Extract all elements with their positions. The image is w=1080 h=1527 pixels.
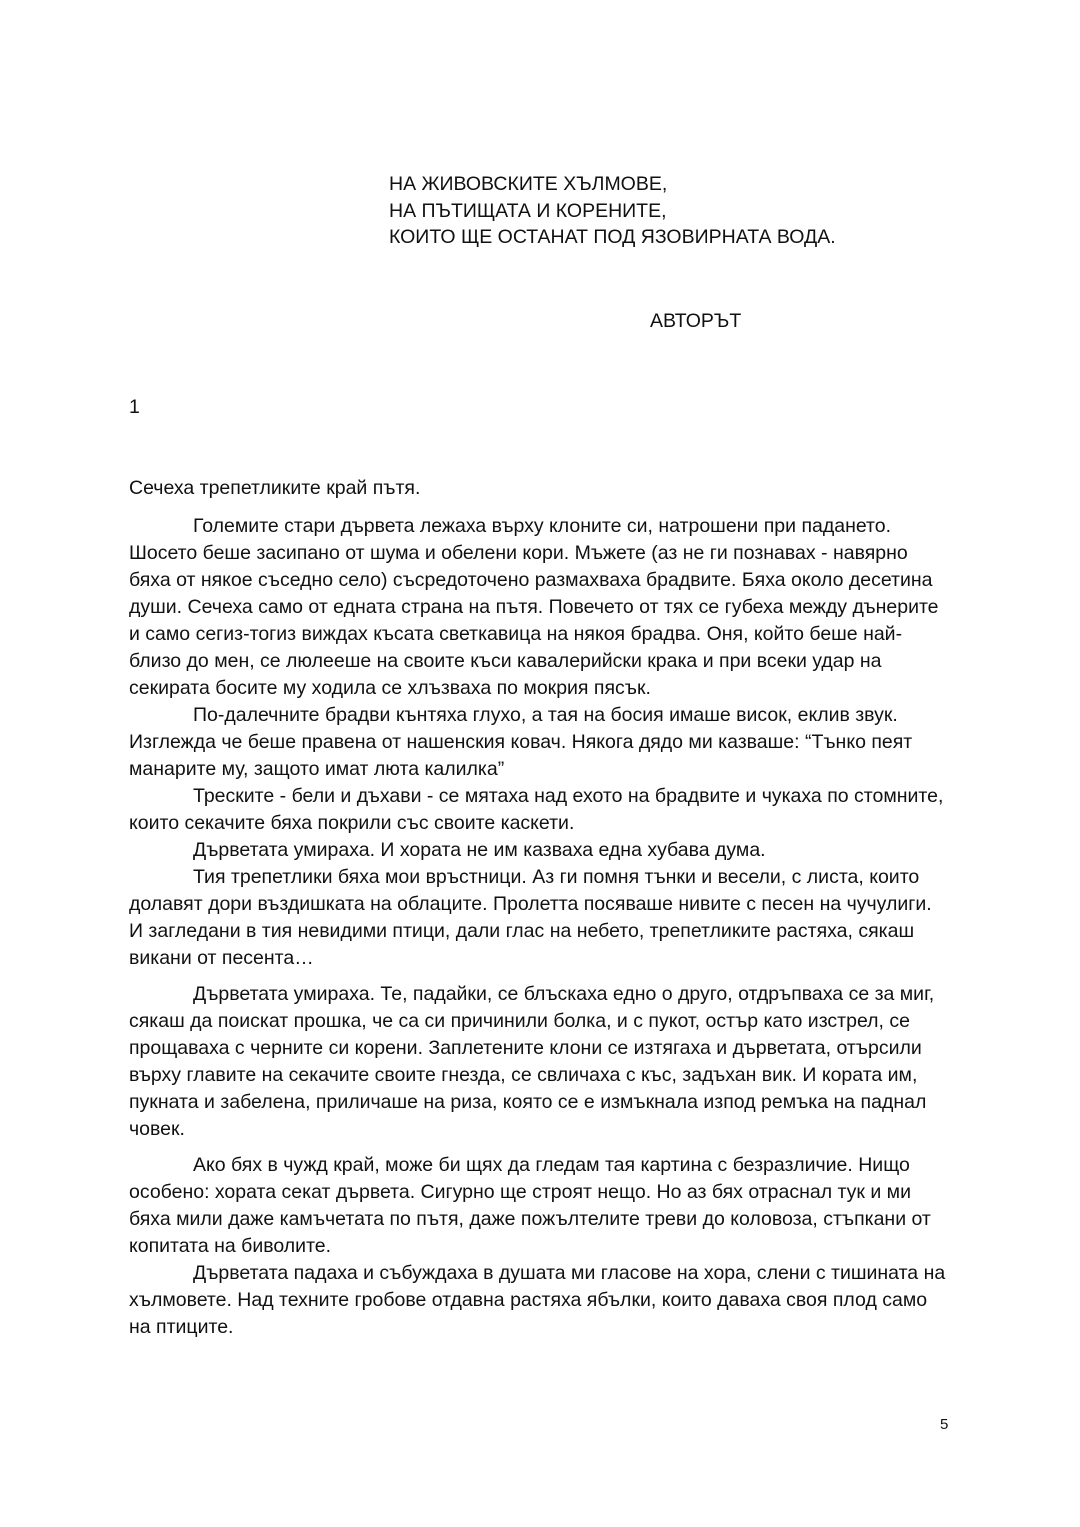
page-number: 5 <box>940 1416 949 1433</box>
paragraph: Големите стари дървета лежаха върху клоните си, натрошени при падането. Шосето беше засипано от шума и обелени кори. Мъжете (аз не ги познавах - навярно бяха от някое съседно село) съсредоточено размахваха брадвите. Бяха около десетина души. Сечеха само от едната страна на пътя. Повечето от тях се губеха между дънерите и само сегиз-тогиз виждах късата светкавица на някоя брадва. Оня, който беше най-близо до мен, се люлееше на своите къси кавалерийски крака и при всеки удар на секирата босите му ходила се хлъзваха по мокрия пясък. <box>129 515 939 699</box>
chapter-body <box>129 475 951 1341</box>
paragraph: Дърветата умираха. И хората не им казваха една хубава дума. <box>193 839 766 861</box>
dedication-signature: АВТОРЪТ <box>650 310 742 332</box>
paragraph: Треските - бели и дъхави - се мятаха над ехото на брадвите и чукаха по стомните, които секачите бяха покрили със своите каскети. <box>129 785 944 834</box>
paragraph: По-далечните брадви кънтяха глухо, а тая на босия имаше висок, еклив звук. Изглежда че беше правена от нашенския ковач. Някога дядо ми казваше: “Тънко пеят манарите му, защото имат люта калилка” <box>129 704 913 780</box>
paragraph: Тия трепетлики бяха мои връстници. Аз ги помня тънки и весели, с листа, които долавят дори въздишката на облаците. Пролетта посяваше нивите с песен на чучулиги. И загледани в тия невидими птици, дали глас на небето, трепетликите растяха, сякаш викани от песента… <box>129 866 932 969</box>
dedication-line: НА ЖИВОВСКИТЕ ХЪЛМОВЕ, <box>389 173 668 195</box>
dedication <box>389 171 836 251</box>
dedication-line: НА ПЪТИЩАТА И КОРЕНИТЕ, <box>389 199 667 222</box>
paragraph: Дърветата умираха. Те, падайки, се блъскаха едно о друго, отдръпваха се за миг, сякаш да поискат прошка, че са си причинили болка, и с пукот, остър като изстрел, се прощаваха с черните си корени. Заплетените клони се изтягаха и дърветата, отърсили върху главите на секачите своите гнезда, се свличаха с къс, задъхан вик. И кората им, пукната и забелена, приличаше на риза, която се е измъкнала изпод ремъка на паднал човек. <box>129 983 935 1140</box>
chapter-number: 1 <box>129 396 140 418</box>
paragraph: Дърветата падаха и събуждаха в душата ми гласове на хора, слени с тишината на хълмовете. Над техните гробове отдавна растяха ябълки, които даваха своя плод само на птиците. <box>129 1262 946 1338</box>
paragraph: Ако бях в чужд край, може би щях да гледам тая картина с безразличие. Нищо особено: хората секат дървета. Сигурно ще строят нещо. Но аз бях отраснал тук и ми бяха мили даже камъчетата по пътя, даже пожълтелите треви до коловоза, стъпкани от копитата на биволите. <box>129 1154 931 1257</box>
paragraph: Сечеха трепетликите край пътя. <box>129 477 421 499</box>
dedication-line: КОИТО ЩЕ ОСТАНАТ ПОД ЯЗОВИРНАТА ВОДА. <box>389 226 836 248</box>
